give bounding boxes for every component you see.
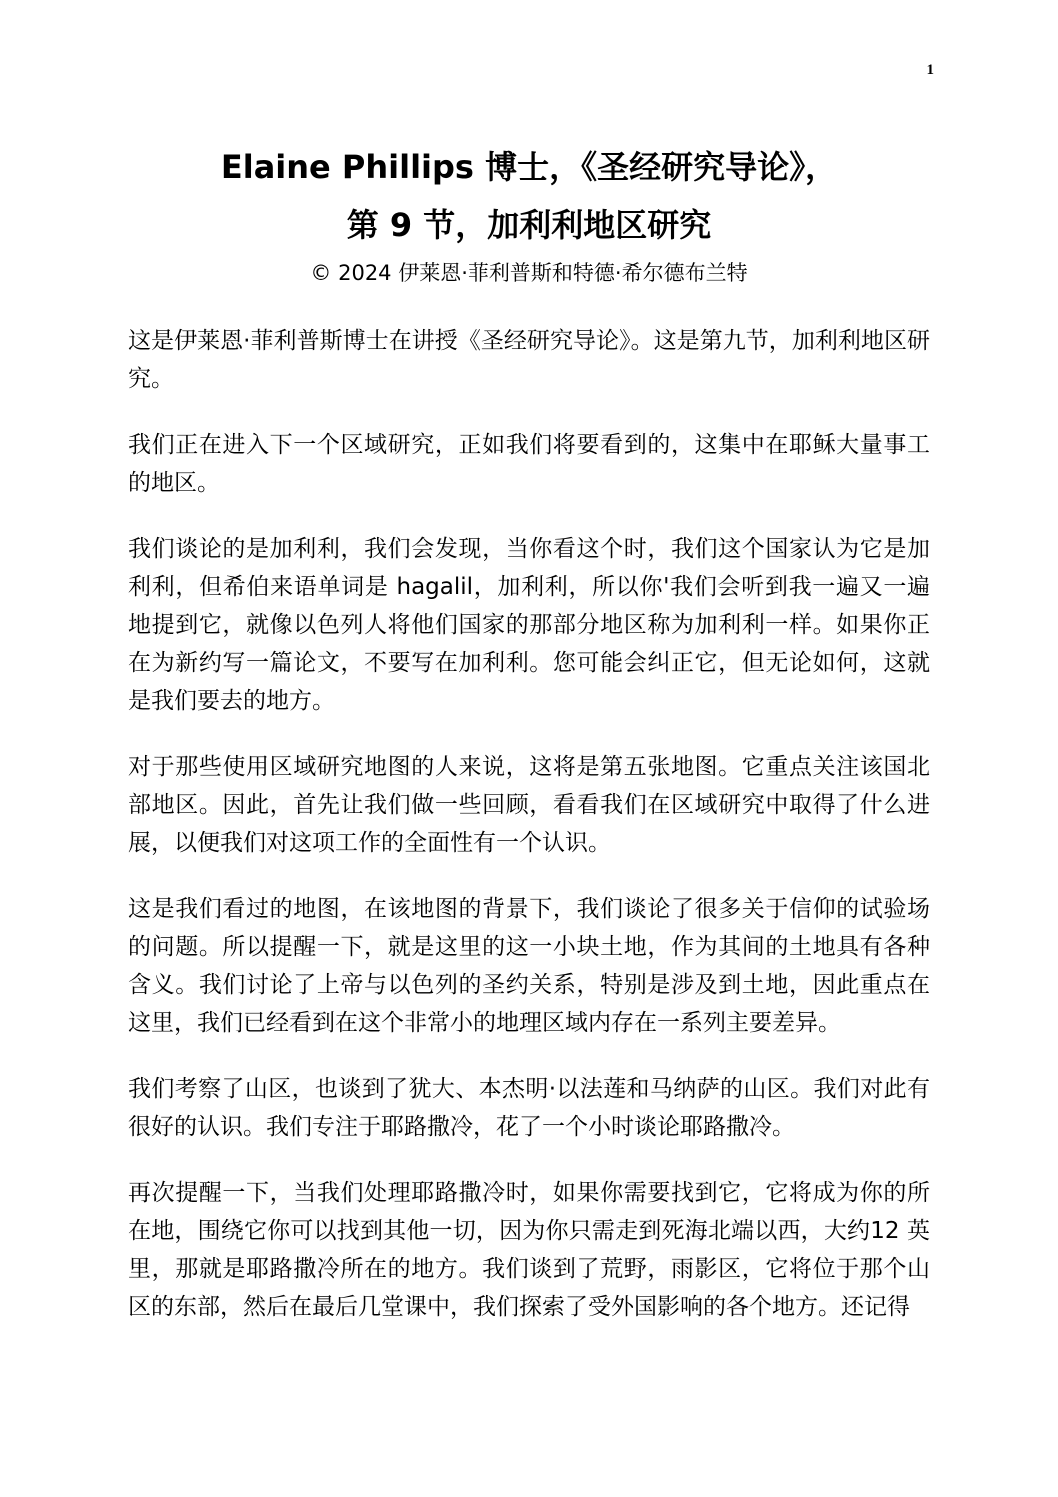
document-header bbox=[128, 138, 930, 288]
document-title-line-1: Elaine Phillips 博士，《圣经研究导论》， bbox=[220, 148, 838, 186]
paragraph-1: 这是伊莱恩·菲利普斯博士在讲授《圣经研究导论》。这是第九节，加利利地区研究。 bbox=[128, 328, 930, 392]
paragraph-7: 再次提醒一下，当我们处理耶路撒冷时，如果你需要找到它，它将成为你的所在地，围绕它你可以找到其他一切，因为你只需走到死海北端以西，大约12 英里，那就是耶路撒冷所在的地方。我们谈到了荒野，雨影区，它将位于那个山区的东部，然后在最后几堂课中，我们探索了受外国影响的各个地方。还记得 bbox=[128, 1180, 930, 1320]
copyright-line: © 2024 伊莱恩·菲利普斯和特德·希尔德布兰特 bbox=[310, 261, 748, 285]
document-body bbox=[128, 322, 930, 1354]
paragraph-4: 对于那些使用区域研究地图的人来说，这将是第五张地图。它重点关注该国北部地区。因此，首先让我们做一些回顾，看看我们在区域研究中取得了什么进展，以便我们对这项工作的全面性有一个认识。 bbox=[128, 754, 930, 856]
paragraph-5: 这是我们看过的地图，在该地图的背景下，我们谈论了很多关于信仰的试验场的问题。所以提醒一下，就是这里的这一小块土地，作为其间的土地具有各种含义。我们讨论了上帝与以色列的圣约关系，特别是涉及到土地，因此重点在这里，我们已经看到在这个非常小的地理区域内存在一系列主要差异。 bbox=[128, 896, 930, 1036]
document-title-line-2: 第 9 节，加利利地区研究 bbox=[346, 206, 712, 244]
paragraph-2: 我们正在进入下一个区域研究，正如我们将要看到的，这集中在耶稣大量事工的地区。 bbox=[128, 432, 930, 496]
paragraph-3: 我们谈论的是加利利，我们会发现，当你看这个时，我们这个国家认为它是加利利，但希伯来语单词是 hagalil，加利利，所以你'我们会听到我一遍又一遍地提到它，就像以色列人将他们国家的那部分地区称为加利利一样。如果你正在为新约写一篇论文，不要写在加利利。您可能会纠正它，但无论如何，这就是我们要去的地方。 bbox=[128, 536, 930, 714]
paragraph-6: 我们考察了山区，也谈到了犹大、本杰明·以法莲和马纳萨的山区。我们对此有很好的认识。我们专注于耶路撒冷，花了一个小时谈论耶路撒冷。 bbox=[128, 1076, 930, 1140]
page-number: 1 bbox=[926, 62, 934, 78]
